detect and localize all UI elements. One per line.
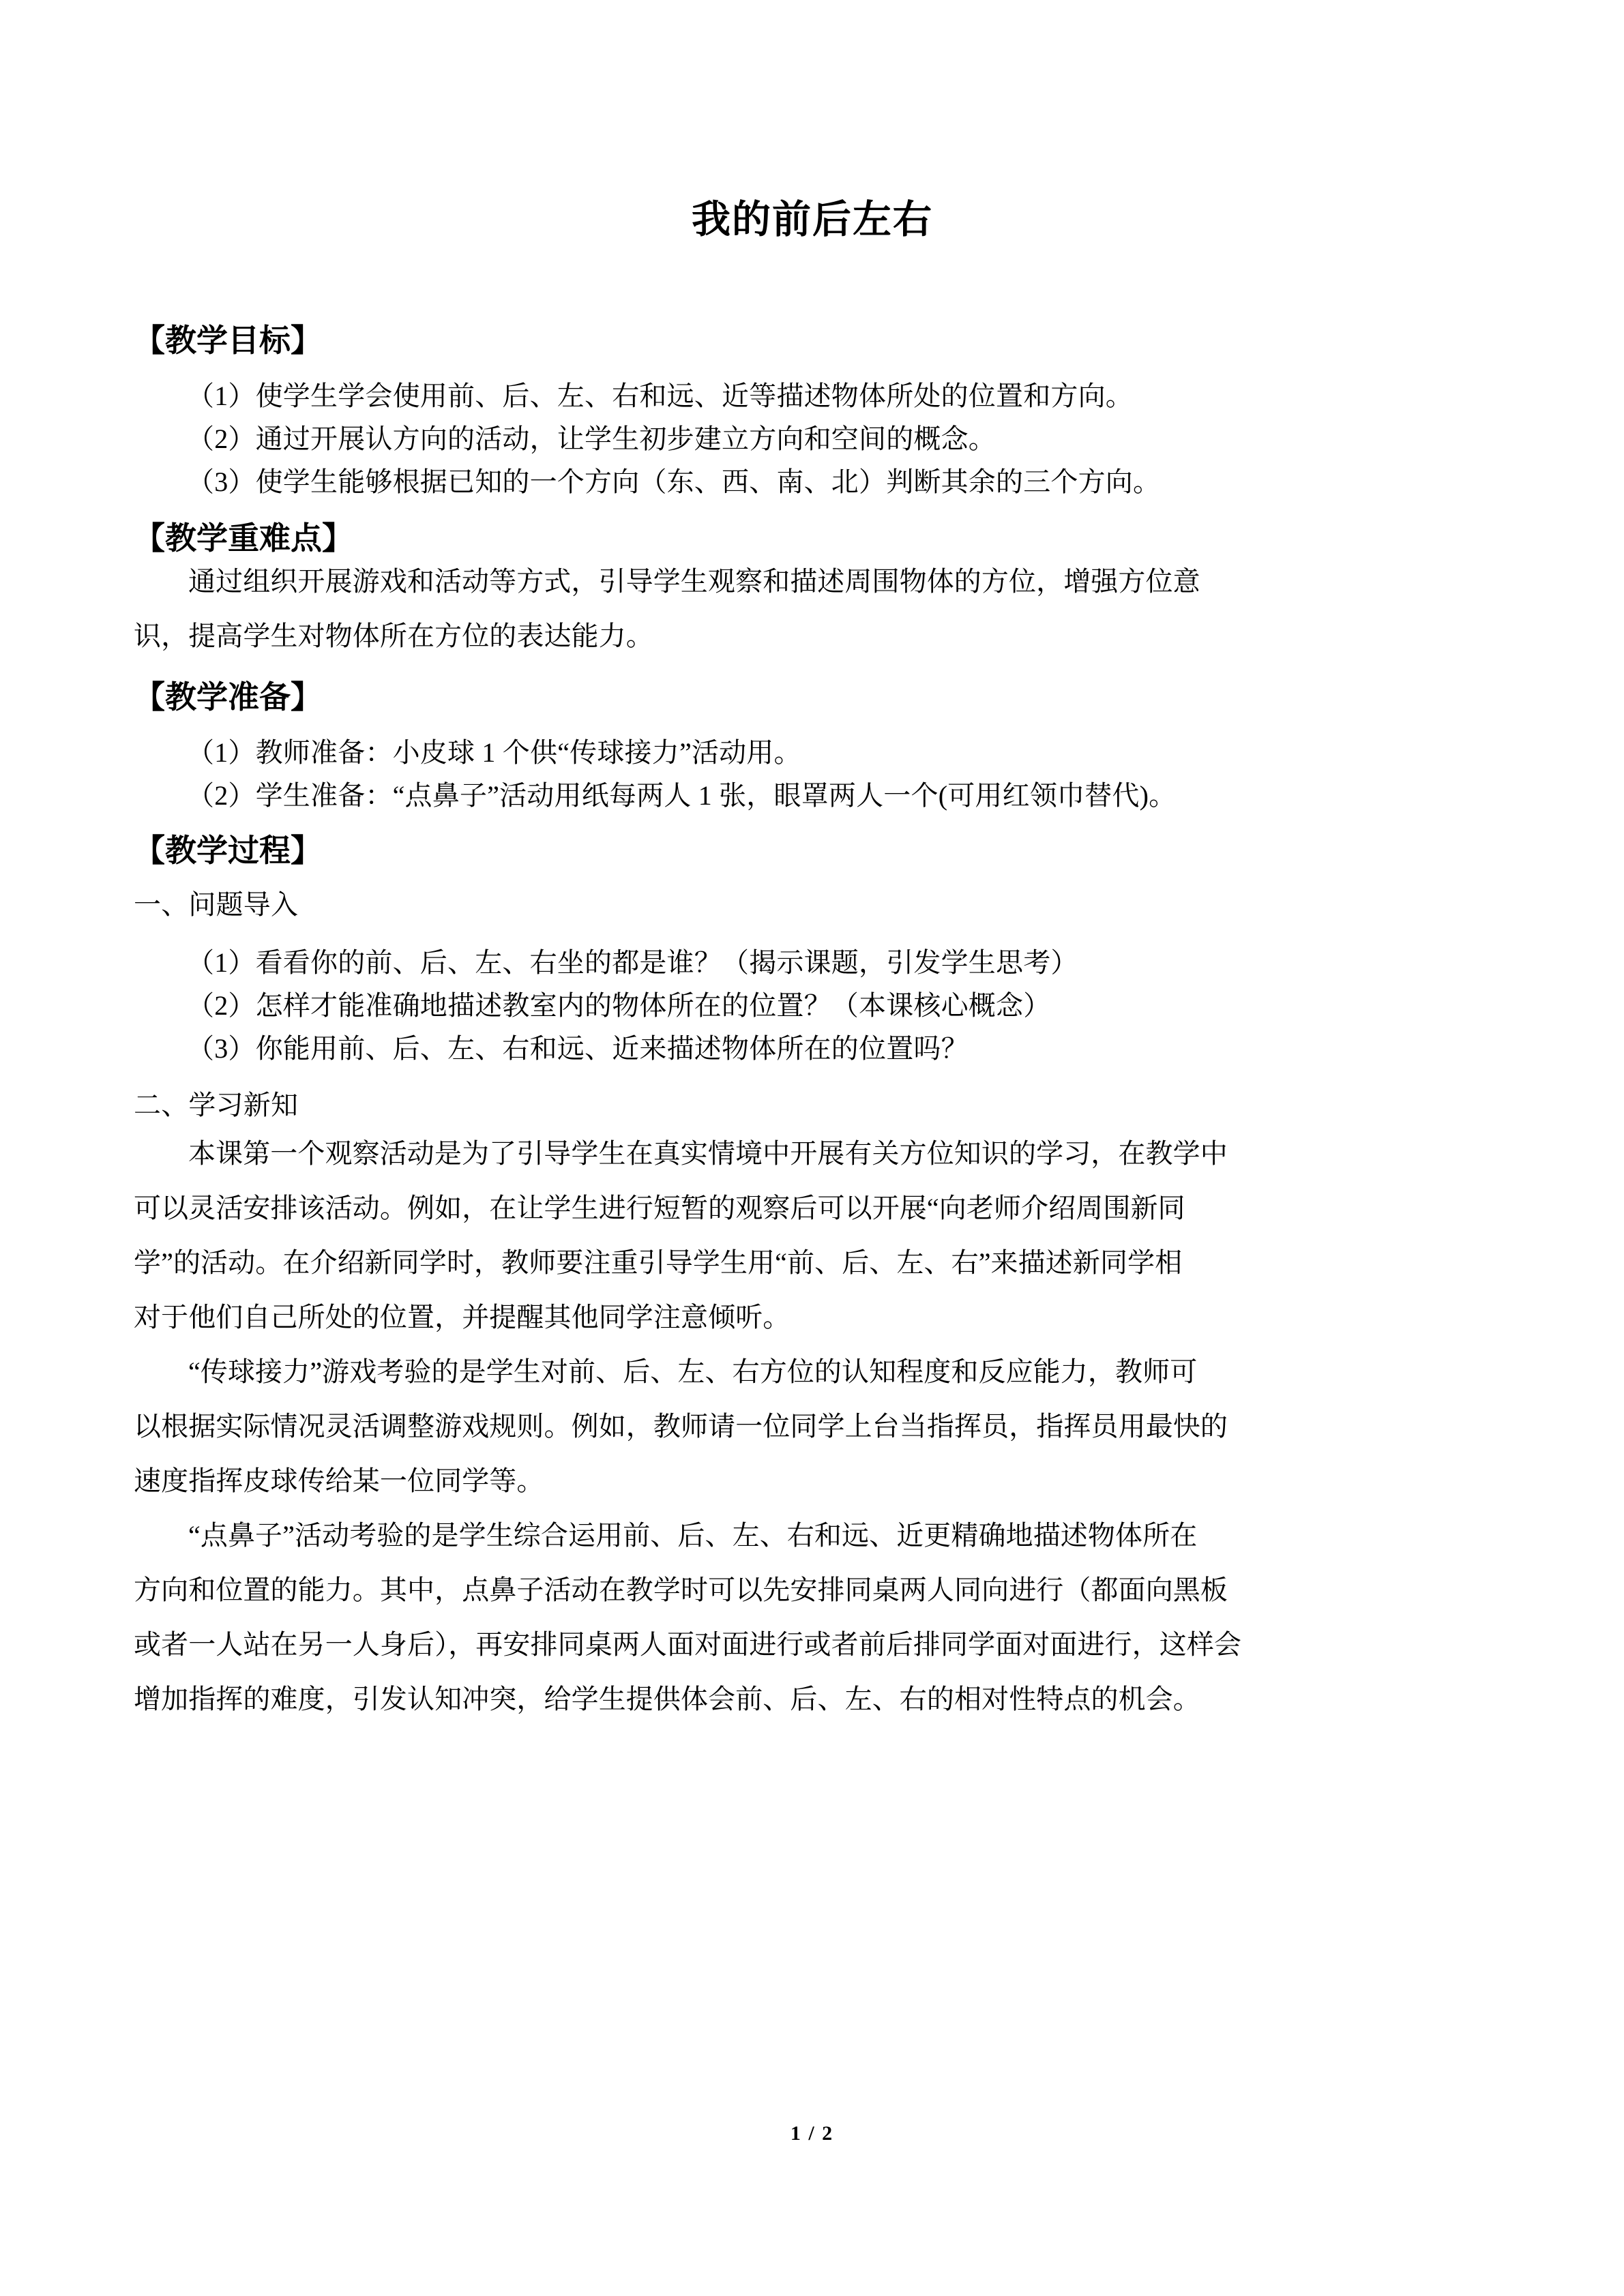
paragraph-line: 通过组织开展游戏和活动等方式，引导学生观察和描述周围物体的方位，增强方位意 — [188, 566, 1200, 597]
problem-introduction-list — [134, 941, 1491, 1070]
paragraph-line: “传球接力”游戏考验的是学生对前、后、左、右方位的认知程度和反应能力，教师可 — [188, 1356, 1198, 1388]
list-item: （1）教师准备：小皮球 1 个供“传球接力”活动用。 — [187, 737, 801, 769]
list-item: （1）使学生学会使用前、后、左、右和远、近等描述物体所处的位置和方向。 — [187, 381, 1133, 412]
section-heading-objectives: 【教学目标】 — [134, 323, 322, 359]
paragraph-line: 本课第一个观察活动是为了引导学生在真实情境中开展有关方位知识的学习，在教学中 — [188, 1138, 1228, 1169]
section-heading-preparation: 【教学准备】 — [134, 680, 322, 715]
learn-paragraph-2 — [134, 1345, 1491, 1508]
paragraph-line: 对于他们自己所处的位置，并提醒其他同学注意倾听。 — [134, 1302, 791, 1333]
list-item: （3）使学生能够根据已知的一个方向（东、西、南、北）判断其余的三个方向。 — [187, 466, 1161, 498]
list-item: （3）你能用前、后、左、右和远、近来描述物体所在的位置吗？ — [187, 1033, 969, 1064]
paragraph-line: 方向和位置的能力。其中，点鼻子活动在教学时可以先安排同桌两人同向进行（都面向黑板 — [134, 1575, 1228, 1606]
paragraph-line: 识，提高学生对物体所在方位的表达能力。 — [134, 621, 653, 652]
learn-paragraph-1 — [134, 1127, 1491, 1345]
paragraph-line: 学”的活动。在介绍新同学时，教师要注重引导学生用“前、后、左、右”来描述新同学相 — [134, 1247, 1183, 1279]
list-item: （2）学生准备：“点鼻子”活动用纸每两人 1 张，眼罩两人一个(可用红领巾替代)。 — [187, 780, 1177, 811]
paragraph-line: 增加指挥的难度，引发认知冲突，给学生提供体会前、后、左、右的相对性特点的机会。 — [134, 1684, 1200, 1715]
paragraph-line: 可以灵活安排该活动。例如，在让学生进行短暂的观察后可以开展“向老师介绍周围新同 — [134, 1193, 1185, 1224]
page-title: 我的前后左右 — [692, 198, 933, 241]
page-number: 1 / 2 — [790, 2122, 834, 2145]
paragraph-line: “点鼻子”活动考验的是学生综合运用前、后、左、右和远、近更精确地描述物体所在 — [188, 1520, 1198, 1551]
key-difficulties-paragraph — [134, 554, 1491, 664]
list-item: （1）看看你的前、后、左、右坐的都是谁？（揭示课题，引发学生思考） — [187, 947, 1078, 979]
document-content — [134, 0, 1491, 1727]
paragraph-line: 以根据实际情况灵活调整游戏规则。例如，教师请一位同学上台当指挥员，指挥员用最快的 — [134, 1411, 1228, 1442]
section-heading-process: 【教学过程】 — [134, 833, 322, 869]
paragraph-line: 或者一人站在另一人身后），再安排同桌两人面对面进行或者前后排同学面对面进行，这样会 — [134, 1629, 1242, 1660]
learn-paragraph-3 — [134, 1508, 1491, 1727]
subsection-heading-learn-new-knowledge: 二、学习新知 — [134, 1090, 299, 1121]
objectives-list — [134, 374, 1491, 503]
list-item: （2）怎样才能准确地描述教室内的物体所在的位置？（本课核心概念） — [187, 990, 1051, 1022]
paragraph-line: 速度指挥皮球传给某一位同学等。 — [134, 1465, 544, 1497]
section-heading-key-difficulties: 【教学重难点】 — [134, 521, 353, 556]
preparation-list — [134, 731, 1491, 817]
subsection-heading-problem-introduction: 一、问题导入 — [134, 889, 299, 921]
list-item: （2）通过开展认方向的活动，让学生初步建立方向和空间的概念。 — [187, 423, 996, 455]
